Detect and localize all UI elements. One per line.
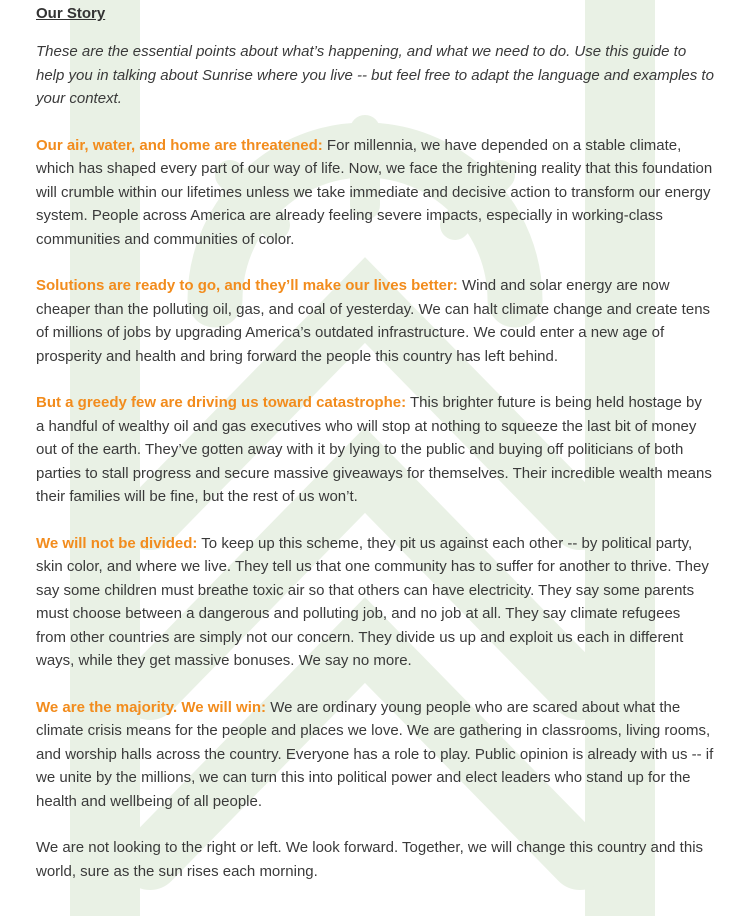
section-body: We are ordinary young people who are scared about what the climate crisis means for the people and places we love. We are gathering in classrooms, living rooms, and worship halls across the country. Everyone has a role to play. Public opinion is already with us -- if we unite by the millions, we can turn this into political power and elect leaders who stand up for the health and wellbeing of all people.	[36, 698, 714, 810]
closing-paragraph: We are not looking to the right or left. We look forward. Together, we will change this country and this world, sure as the sun rises each morning.	[36, 839, 704, 880]
section-body: This brighter future is being held hostage by a handful of wealthy oil and gas executives who will stop at nothing to squeeze the last bit of money out of the earth. They’ve gotten away with it by lying to the public and buying off politicians of both parties to stall progress and secure massive giveaways for themselves. Their incredible wealth means their families will be fine, but the rest of us won’t.	[36, 394, 712, 505]
section-greedy-few	[36, 391, 714, 509]
document-title: Our Story	[36, 5, 106, 22]
section-solutions	[36, 274, 714, 368]
section-not-divided	[36, 532, 714, 673]
section-lead: We will not be divided:	[36, 534, 198, 552]
section-lead: Our air, water, and home are threatened:	[36, 136, 323, 154]
section-threatened	[36, 134, 714, 252]
section-lead: But a greedy few are driving us toward catastrophe:	[36, 394, 407, 411]
section-lead: We are the majority. We will win:	[36, 698, 267, 716]
section-body: For millennia, we have depended on a stable climate, which has shaped every part of our way of life. Now, we face the frightening reality that this foundation will crumble within our lifetimes unless we take immediate and decisive action to transform our energy system. People across America are already feeling severe impacts, especially in working-class communities and communities of color.	[36, 136, 713, 248]
section-body: Wind and solar energy are now cheaper than the polluting oil, gas, and coal of yesterday. We can halt climate change and create tens of millions of jobs by upgrading America’s outdated infrastructure. We could enter a new age of prosperity and health and bring forward the people this country has left behind.	[36, 277, 711, 365]
section-majority	[36, 696, 714, 814]
section-lead: Solutions are ready to go, and they’ll make our lives better:	[36, 277, 458, 294]
section-body: To keep up this scheme, they pit us against each other -- by political party, skin color, and where we live. They tell us that one community has to suffer for another to thrive. They say some children must breathe toxic air so that others can have electricity. They say some parents must choose between a dangerous and polluting job, and no job at all. They say climate refugees from other countries are simply not our concern. They divide us up and exploit us each in different ways, while they get massive bonuses. We say no more.	[36, 534, 709, 669]
intro-paragraph: These are the essential points about what’s happening, and what we need to do. Use this guide to help you in talking about Sunrise where you live -- but feel free to adapt the language and examples to your context.	[36, 43, 714, 107]
